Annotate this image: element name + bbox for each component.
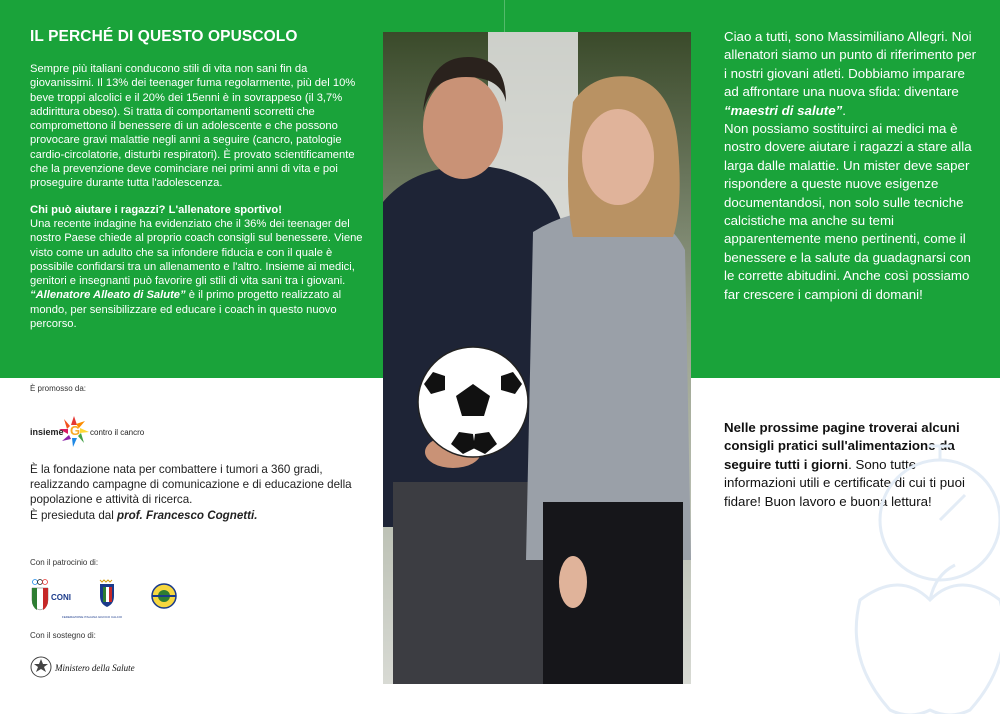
coach-heading: Chi può aiutare i ragazzi? L'allenatore sportivo! (30, 203, 282, 216)
decorative-apple-stopwatch-icon (830, 430, 1000, 714)
project-paragraph (30, 288, 370, 331)
svg-text:G: G (70, 423, 81, 438)
foundation-description (30, 462, 370, 523)
promoted-by-label: È promosso da: (30, 384, 87, 393)
insieme-contro-il-cancro-logo (30, 410, 160, 454)
ministero-della-salute-logo (30, 653, 150, 681)
coach-and-athlete-photo (383, 32, 691, 684)
president-name: prof. Francesco Cognetti. (117, 508, 258, 522)
patronage-logos (30, 578, 200, 620)
project-name: “Allenatore Alleato di Salute” (30, 289, 186, 302)
intro-paragraph: Sempre più italiani conducono stili di vita non sani fin da giovanissimi. Il 13% dei teenager fuma regolarmente, più del 10% beve troppi alcolici e il 20% dei 15enni è in sovrappeso (il 3,7% addirittura obeso). Si tratta di comportamenti scorretti che compromettono il benessere di un adolescente e che possono provocare gravi malattie negli anni a seguire (cancro, patologie cardio-circolatorie, disturbi respiratori). È provato scientificamente che la prevenzione deve cominciare nei primi anni di vita e poi proseguire durante tutta l'adolescenza. (30, 63, 356, 190)
patronage-label: Con il patrocinio di: (30, 558, 99, 567)
next-pages-rest: . Sono tutte informazioni utili e certificate di cui ti puoi fidare! Buon lavoro e buona lettura! (724, 456, 965, 509)
foundation-description-text: È la fondazione nata per combattere i tumori a 360 gradi, realizzando campagne di comunicazione e di educazione della popolazione e attività di ricerca. (30, 463, 352, 507)
coach-quote-end: . (842, 102, 846, 118)
logo-word-insieme: insieme (30, 427, 64, 437)
coni-label: CONI (51, 593, 71, 602)
coach-intro: Ciao a tutti, sono Massimiliano Allegri. Noi allenatori siamo un punto di riferimento per i nostri giovani atleti. Dobbiamo imparare ad affrontare una nuova sfida: diventare (724, 29, 977, 100)
president-prefix: È presieduta dal (30, 508, 118, 522)
project-description: è il primo progetto realizzato al mondo, per sensibilizzare ed educare i coach in questo nuovo percorso. (30, 289, 342, 331)
support-label: Con il sostegno di: (30, 631, 96, 640)
page-title: IL PERCHÉ DI QUESTO OPUSCOLO (30, 28, 298, 45)
ministero-label: Ministero della Salute (55, 663, 135, 673)
figc-logo (62, 580, 123, 619)
coach-quote: “maestri di salute” (724, 102, 843, 118)
figc-label: FEDERAZIONE ITALIANA GIUOCO CALCIO (62, 615, 123, 619)
logo-word-contro: contro il cancro (90, 428, 145, 437)
coni-logo (32, 580, 71, 611)
coach-paragraph: Una recente indagine ha evidenziato che il 36% dei teenager del nostro Paese chiede al proprio coach consigli sul benessere. Viene visto come un adulto che sa infondere fiducia e con il quale è possibile confidarsi tra un allenamento e l'altro. Insieme ai medici, genitori e insegnanti può favorire gli stili di vita sani tra i giovani. (30, 217, 363, 288)
lnd-logo (152, 584, 176, 608)
coach-message (724, 28, 982, 304)
next-pages-bold: Nelle prossime pagine troverai alcuni consigli pratici sull'alimentazione da seguire tutti i giorni (724, 420, 960, 472)
left-column (30, 28, 370, 331)
soccer-ball-icon (418, 347, 528, 457)
coach-body: Non possiamo sostituirci ai medici ma è nostro dovere aiutare i ragazzi a stare alla larga dalle malattie. Un mister deve saper rispondere a queste nuove esigenze documentandosi, non solo sulle tecniche calcistiche ma anche su temi apparentemente meno pertinenti, come il benessere e la salute da guadagnarsi con le corrette abitudini. Anche così possiamo far crescere i campioni di domani! (724, 121, 972, 302)
